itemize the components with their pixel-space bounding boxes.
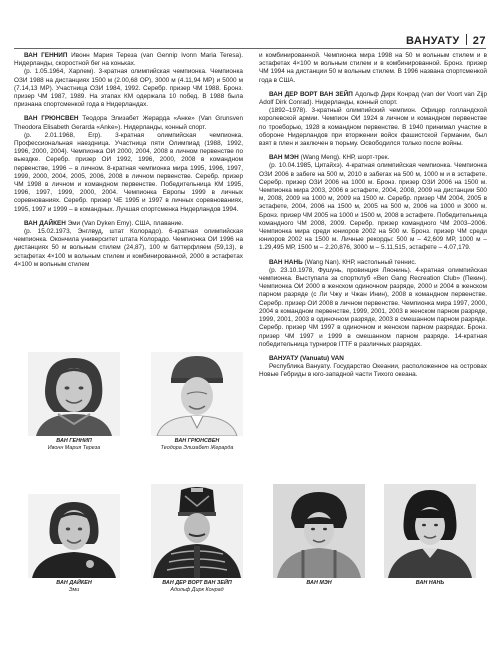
caption-wang-nan	[384, 580, 476, 587]
portrait-woman-swimmer	[28, 494, 120, 578]
portrait-woman-skater	[28, 352, 120, 436]
entry-body: Республика Вануату. Государство Океании, расположенное на островах Новые Гебриды в юго-западной части Тихого океана.	[259, 363, 487, 379]
entry-heading: ВАНУАТУ	[269, 354, 299, 362]
entry-text: Адольф Дирк Конрад (van der Voort van Zijp Adolf Dirk Conrad). Нидерланды, конный спорт.	[259, 90, 488, 107]
entry-text: Ивонн Мария Тереза (van Gennip Ivonn Maria Teresa). Нидерланды, скоростной бег на коньках.	[14, 52, 244, 68]
entry-van-gennip	[14, 52, 243, 68]
photo-van-gennip	[28, 352, 120, 436]
caption-name: ВАН ДАЙКЕН	[56, 580, 92, 586]
caption-name: ВАН НАНЬ	[415, 580, 445, 586]
entry-body: (р. 15.02.1973, Энглвуд, штат Колорадо). 6-кратная олимпийская чемпионка. Окончила университет штата Колорадо. Чемпионка ОИ 1996 на дистанциях 50 м вольным стилем (24,87), 100 м баттерфляем (59,13), в эстафетах 4×100 м вольным стилем и комбинированной, 2000 в эстафетах 4×100 м вольным стилем	[14, 228, 243, 268]
entry-text: Теодора Элизабет Жерардa «Анке» (Van Grunsven Theodora Elisabeth Gerarda «Anke»). Нидерланды, конный спорт.	[14, 115, 243, 131]
entry-van-der-voort	[259, 91, 487, 107]
portrait-woman-rider	[151, 352, 243, 436]
entry-body: (1892–1978). 3-кратный олимпийский чемпион. Офицер голландской королевской армии. Чемпион ОИ 1924 в личном и командном первенстве по троеборью, 1928 в командном первенстве. В 1940 принимал участие в обороне Нидерландов при вторжении войск фашистской Германии, был взят в плен и заключен в тюрьму. Освободился только после войны.	[259, 107, 487, 148]
entry-body: (р. 2.01.1968, Erp). 3-кратная олимпийская чемпионка. Профессиональная наездница. Участница пяти Олимпиад (1988, 1992, 1996, 2000, 2004). Чемпионка ОИ 2000, 2004, 2008 в личном первенстве по выездке. Серебр. призер ОИ 1992, 1996, 2000, 2008 в командном первенстве, 1996 – в личном. 8-кратная чемпионка мира 1995, 1996, 1997, 1999, 2000, 2004, 2005, 2006, 2008 в личном первенстве. Серебр. призер ЧМ 1998 в личном и командном первенстве. Победительница КМ 1995, 1996, 1997, 1999, 2000, 2004. Чемпионка Европы 1999 в личных соревнованиях. Серебр. призер ЧЕ 1995 и 1997 в личных соревнованиях, 1995, 1997 и 1999 – в командных. Лучшая спортсменка Нидерландов 1994.	[14, 131, 243, 213]
photo-van-grunsven	[151, 352, 243, 436]
left-text-column	[14, 52, 243, 269]
section-title: ВАНУАТУ	[405, 35, 460, 47]
page-number: 27	[472, 35, 486, 47]
entry-heading: ВАН ДАЙКЕН	[24, 219, 66, 227]
caption-name: ВАН МЭН	[306, 580, 332, 586]
entry-text: (Wang Nan). КНР, настольный теннис.	[304, 258, 417, 266]
caption-sub: Теодора Элизабет Жерарда	[160, 444, 234, 451]
entry-text: (Wang Meng). КНР, шорт-трек.	[300, 154, 390, 162]
entry-van-dyken	[14, 220, 243, 228]
photo-van-dyken	[28, 494, 120, 578]
entry-heading: ВАН МЭН	[269, 154, 299, 162]
entry-heading: ВАН ДЕР ВОРТ ВАН ЗЕЙП	[269, 90, 353, 98]
portrait-table-tennis-player	[384, 484, 476, 578]
entry-text: (Vanuatu) VAN	[299, 354, 344, 362]
entry-text: Эми (Van Dyken Emy). США, плавание.	[67, 219, 184, 227]
caption-name: ВАН ГРЮНСВЕН	[174, 438, 220, 444]
right-text-column	[259, 52, 487, 380]
entry-body: (р. 23.10.1978, Фушунь, провинция Ляонинь). 4-кратная олимпийская чемпионка. Выступала за спортклуб «Ben Gang Recreation Club» (Пекин). Чемпионка ОИ 2000 в женском одиночном разряде, 2000 и 2004 в женском парном разряде (с Ли Чжу и Чжан Инин), 2008 в командном первенстве. Серебр. призер ОИ 2008 в личном первенстве. Чемпионка мира 1997, 2000, 2004 в командном первенстве, 1999, 2001, 2003 в женском парном разряде, 1999, 2001, 2003 в одиночном разряде, 2003 в смешанном парном разряде. Серебр. призер ЧМ 1997 в одиночном и женском парном разрядах. Бронз. призер ЧМ 1997 и 1999 в смешанном парном разряде. 14-кратная победительница турниров ITTF в различных разрядах.	[259, 266, 487, 348]
portrait-officer-uniform	[151, 484, 243, 578]
caption-van-dyken	[20, 580, 128, 594]
running-header	[406, 34, 486, 47]
entry-vanuatu	[259, 355, 487, 363]
caption-name: ВАН ДЕР ВОРТ ВАН ЗЕЙП	[162, 580, 232, 586]
caption-sub: Эми	[68, 586, 80, 593]
entry-van-grunsven	[14, 115, 243, 131]
entry-body-continued: и комбинированной. Чемпионка мира 1998 на 50 м вольным стилем и в эстафетах 4×100 м вольным стилем и в комбинированной. Бронз. призер ЧМ 1994 на дистанции 50 м вольным стилем. В 1996 названа спортсменкой года в США.	[259, 52, 487, 84]
caption-wang-meng	[273, 580, 365, 587]
header-rule	[14, 48, 486, 49]
caption-sub: Ивонн Мария Тереза	[47, 444, 101, 451]
photo-wang-meng	[273, 484, 365, 578]
entry-wang-nan	[259, 259, 487, 267]
caption-name: ВАН ГЕННИП	[56, 438, 92, 444]
header-separator	[466, 34, 467, 45]
caption-van-grunsven	[141, 438, 253, 452]
caption-van-der-voort	[137, 580, 257, 594]
entry-body: (р. 1.05.1964, Харлем). 3-кратная олимпийская чемпионка. Чемпионка ОЗИ 1988 на дистанциях 1500 м (2.00,68 ОР), 3000 м (4.11,94 МР) и 5000 м (7.14,13 МР). Участница ОЗИ 1984, 1992. Серебр. призер ЧМ 1988. Бронз. призер ЧМ 1987, 1989. На этапах КМ одержала 10 побед. В 1988 была признана спортсменкой года в Нидерландах.	[14, 68, 243, 109]
caption-sub: Адольф Дирк Конрад	[170, 586, 224, 593]
entry-heading: ВАН ГЕННИП	[24, 52, 68, 59]
entry-heading: ВАН НАНЬ	[269, 258, 303, 266]
photo-van-der-voort	[151, 484, 243, 578]
caption-van-gennip	[20, 438, 128, 452]
entry-heading: ВАН ГРЮНСВЕН	[24, 115, 79, 123]
photo-wang-nan	[384, 484, 476, 578]
entry-body: (р. 10.04.1985, Цитайхэ). 4-кратная олимпийская чемпионка. Чемпионка ОЗИ 2006 в забеге на 500 м, 2010 в забегах на 500 м, 1000 м и в эстафете. Серебр. призер ОЗИ 2006 на 1000 м. Бронз. призер ОЗИ 2006 на 1500 м. Чемпионка мира 2003, 2006 в эстафете, 2004, 2008, 2009 на дистанции 500 м, 2008, 2009 на 1000 м, 2009 на 1500 м. Серебр. призер ЧМ 2004, 2005 в эстафете, 2004, 2006 на 1500 м, 2005 на 500 м, 2006 на 1000 и 3000 м. Бронз. призер ЧМ 2005 на 1000 и 1500 м, 2008 в эстафете. Победительница командного ЧМ 2008, 2009. Серебр. призер командного ЧМ 2003–2006. Чемпионка мира среди юниоров 2002 на 500 м. Бронз. призер ЧМ среди юниоров 2002 на 1500 м. Личные рекорды: 500 м – 42,609 МР, 1000 м – 1.29,495 МР, 1500 м – 2.20,876, 3000 м – 5.11,515, эстафете – 4.07,179.	[259, 162, 487, 252]
portrait-short-track-skater	[273, 484, 365, 578]
